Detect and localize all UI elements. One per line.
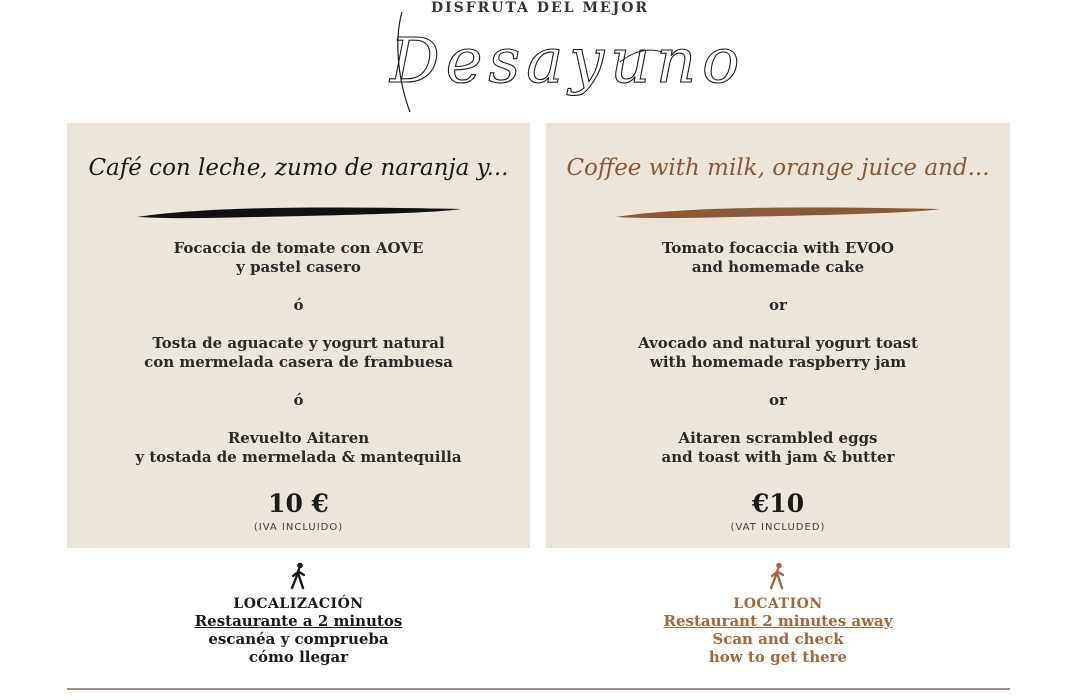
menu-options-spanish xyxy=(67,239,530,467)
location-link[interactable]: Restaurant 2 minutes away xyxy=(663,612,893,630)
script-title xyxy=(380,0,746,118)
option-separator: ó xyxy=(293,391,304,409)
option-line: Revuelto Aitaren xyxy=(227,429,370,447)
option-line: and toast with jam & butter xyxy=(661,448,895,466)
swash-divider-icon xyxy=(135,203,465,223)
header xyxy=(0,0,1080,118)
swash-divider-icon xyxy=(614,203,944,223)
location-heading: LOCATION xyxy=(733,596,823,612)
option-separator: or xyxy=(769,296,787,314)
option-line: and homemade cake xyxy=(691,258,865,276)
bottom-divider xyxy=(67,688,1010,690)
option-line: Focaccia de tomate con AOVE xyxy=(173,239,424,257)
location-spanish xyxy=(67,562,530,666)
script-title-text: Desayuno xyxy=(390,24,746,97)
location-text: how to get there xyxy=(708,648,848,666)
walking-person-icon xyxy=(289,562,309,590)
card-title-spanish: Café con leche, zumo de naranja y... xyxy=(88,155,509,181)
option-line: y tostada de mermelada & mantequilla xyxy=(135,448,462,466)
option-line: Tosta de aguacate y yogurt natural xyxy=(152,334,445,352)
option-line: Tomato focaccia with EVOO xyxy=(661,239,895,257)
location-link[interactable]: Restaurante a 2 minutos xyxy=(194,612,403,630)
option-line: Aitaren scrambled eggs xyxy=(678,429,878,447)
option-line: with homemade raspberry jam xyxy=(649,353,907,371)
location-heading: LOCALIZACIÓN xyxy=(233,596,364,612)
location-english xyxy=(546,562,1010,666)
location-text: cómo llegar xyxy=(248,648,349,666)
location-text: escanéa y comprueba xyxy=(208,630,389,648)
location-text: Scan and check xyxy=(712,630,844,648)
menu-options-english xyxy=(546,239,1010,467)
option-line: Avocado and natural yogurt toast xyxy=(638,334,918,352)
card-title-english: Coffee with milk, orange juice and... xyxy=(566,155,990,181)
menu-card-english xyxy=(546,123,1010,548)
option-separator: ó xyxy=(293,296,304,314)
option-line: con mermelada casera de frambuesa xyxy=(144,353,453,371)
menu-card-spanish xyxy=(67,123,530,548)
option-line: y pastel casero xyxy=(236,258,361,276)
price-spanish: 10 € xyxy=(268,489,329,518)
option-separator: or xyxy=(769,391,787,409)
vat-note-spanish: (IVA INCLUIDO) xyxy=(253,522,344,533)
price-english: €10 xyxy=(751,489,805,518)
vat-note-english: (VAT INCLUDED) xyxy=(730,522,826,533)
eyebrow-text: DISFRUTA DEL MEJOR xyxy=(430,0,650,16)
walking-person-icon xyxy=(768,562,788,590)
